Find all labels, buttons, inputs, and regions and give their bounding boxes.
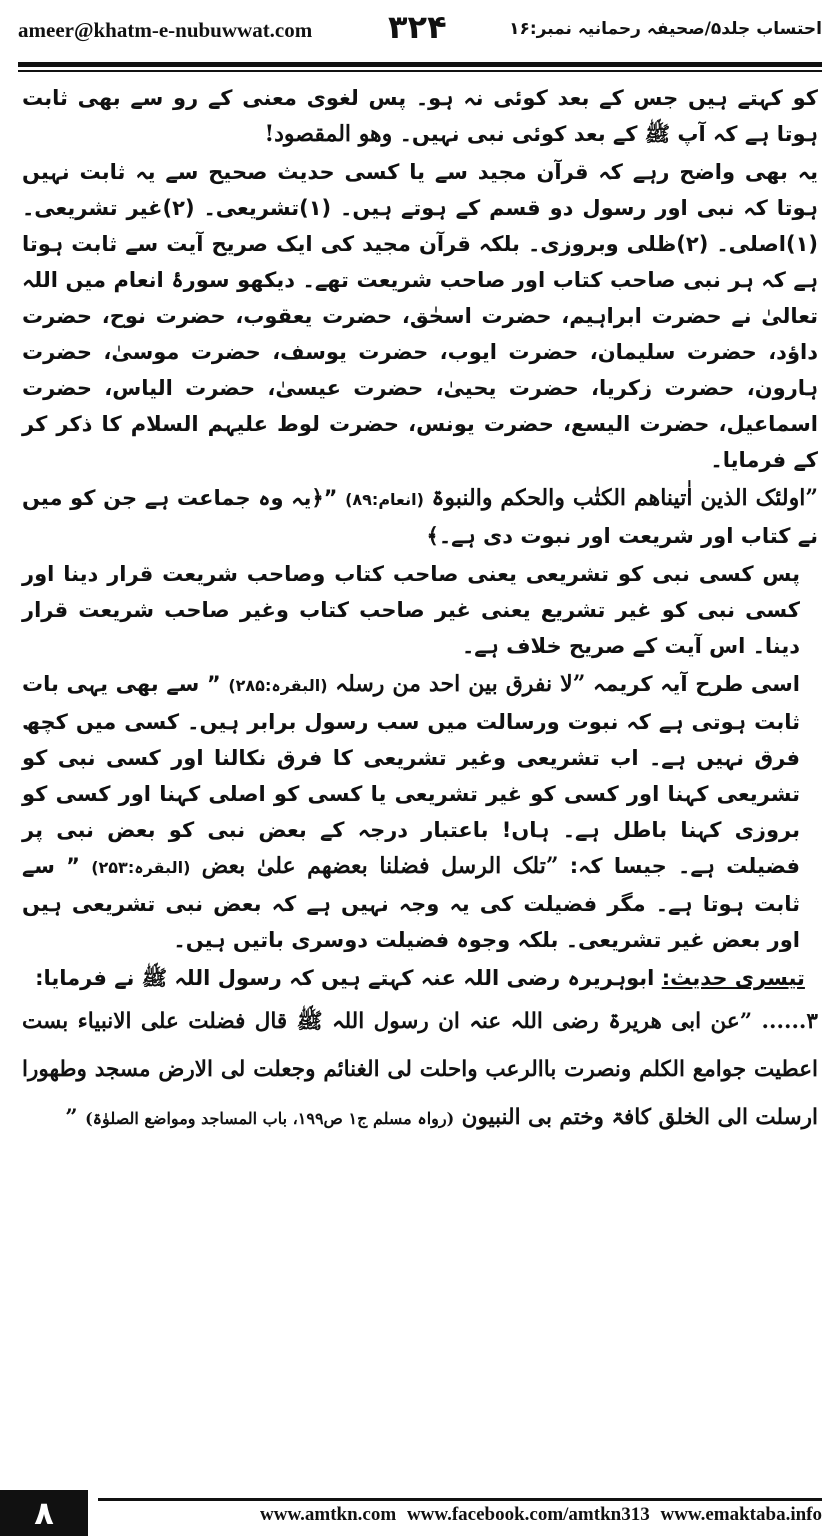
section-text: ابوہریرہ رضی اللہ عنہ کہتے ہیں کہ رسول اللہ ﷺ نے فرمایا: [35,966,655,990]
quote-2-arabic: ”لا نفرق بین احد من رسلہ [335,671,586,697]
header-rule-thick [18,62,822,67]
quote-3-arabic: ”تلک الرسل فضلنا بعضھم علیٰ بعض [201,853,559,879]
page-body [22,80,818,1145]
footer-link-amtkn[interactable]: www.amtkn.com [260,1504,397,1525]
paragraph-1-text: کو کہتے ہیں جس کے بعد کوئی نہ ہو۔ پس لغوی معنی کے رو سے بھی ثابت ہوتا ہے کہ آپ ﷺ کے بعد کوئی نبی نہیں۔ [22,86,818,146]
hadith-block [22,998,818,1143]
paragraph-3: پس کسی نبی کو تشریعی یعنی صاحب کتاب وصاحب شریعت قرار دینا اور کسی نبی کو غیر تشریع یعنی غیر صاحب کتاب وغیر صاحب شریعت قرار دینا۔ اس آیت کے صریح خلاف ہے۔ [22,562,800,658]
hadith-number: ۳...... [761,1009,818,1034]
footer-link-emaktaba[interactable]: www.emaktaba.info [660,1504,822,1525]
hadith-reference: (رواہ مسلم ج۱ ص۱۹۹، باب المساجد ومواضع الصلوٰۃ) [85,1109,455,1128]
header-email: ameer@khatm-e-nubuwwat.com [18,18,313,42]
quote-1-arabic: ”اولئک الذین اٰتیناھم الکتٰب والحکم والنبوۃ [431,485,818,511]
page-footer [0,1490,840,1540]
paragraph-4-lead: اسی طرح آیہ کریمہ [593,672,800,696]
quote-1-translation: ”﴿یہ وہ جماعت ہے جن کو میں نے کتاب اور شریعت اور نبوت دی ہے۔﴾ [22,486,818,548]
paragraph-1-arabic: وھو المقصود! [264,121,393,147]
running-title: احتساب جلد۵/صحیفہ رحمانیہ نمبر:۱۶ [509,19,822,39]
section-heading [22,960,818,996]
page-header [18,6,822,56]
paragraph-1 [22,80,818,152]
footer-page-number: ۸ [0,1490,88,1536]
paragraph-4 [22,666,818,958]
paragraph-2: یہ بھی واضح رہے کہ قرآن مجید سے یا کسی حدیث صحیح سے یہ ثابت نہیں ہوتا کہ نبی اور رسول دو قسم کے ہوتے ہیں۔ (۱)تشریعی۔ (۲)غیر تشریعی۔ (۱)اصلی۔ (۲)ظلی وبروزی۔ بلکہ قرآن مجید کی ایک صریح آیت سے ثابت ہوتا ہے کہ ہر نبی صاحب کتاب اور صاحب شریعت تھے۔ دیکھو سورۂ انعام میں اللہ تعالیٰ نے حضرت ابراہیم، حضرت اسحٰق، حضرت یعقوب، حضرت نوح، حضرت داؤد، حضرت سلیمان، حضرت ایوب، حضرت یوسف، حضرت موسیٰ، حضرت ہارون، حضرت زکریا، حضرت یحییٰ، حضرت عیسیٰ، حضرت الیاس، حضرت اسماعیل، حضرت الیسع، حضرت یونس، حضرت لوط علیہم السلام کا ذکر کر کے فرمایا۔ [22,160,818,472]
paragraph-4-rest: ” سے بھی یہی بات ثابت ہوتی ہے کہ نبوت ورسالت میں سب رسول برابر ہیں۔ کسی میں کچھ فرق نہیں ہے۔ اب تشریعی وغیر تشریعی کا فرق نکالنا اور کسی نبی کو تشریعی کہنا اور کسی کو غیر تشریعی یا کسی کو اصلی کہنا اور کسی کو بروزی کہنا باطل ہے۔ ہاں! باعتبار درجہ کے بعض نبی کو بعض نبی پر فضیلت ہے۔ جیسا کہ: [22,672,800,878]
section-label: تیسری حدیث: [661,966,805,990]
hadith-close-quote: ” [65,1105,78,1130]
footer-rule [98,1498,822,1501]
footer-link-facebook[interactable]: www.facebook.com/amtkn313 [406,1504,650,1525]
quote-1 [22,480,818,554]
quote-2-reference: (البقرہ:۲۸۵) [228,676,328,695]
header-rule-thin [18,70,822,72]
quote-1-reference: (انعام:۸۹) [345,490,424,509]
footer-links [100,1504,822,1526]
header-page-number: ۳۲۴ [388,8,447,46]
hadith-text: ”عن ابی ھریرۃ رضی اللہ عنہ ان رسول اللہ ﷺ قال فضلت علی الانبیاء بست اعطیت جوامع الکلم ونصرت باالرعب واحلت لی الغنائم وجعلت لی الارض مسجد وطھورا ارسلت الی الخلق کافۃ وختم بی النبیون [22,1009,818,1130]
quote-3-reference: (البقرہ:۲۵۳) [91,858,191,877]
paragraph-5: ” سے ثابت ہوتا ہے۔ مگر فضیلت کی یہ وجہ نہیں ہے کہ بعض نبی تشریعی ہیں اور بعض غیر تشریعی۔ بلکہ وجوہ فضیلت دوسری باتیں ہیں۔ [22,854,800,952]
